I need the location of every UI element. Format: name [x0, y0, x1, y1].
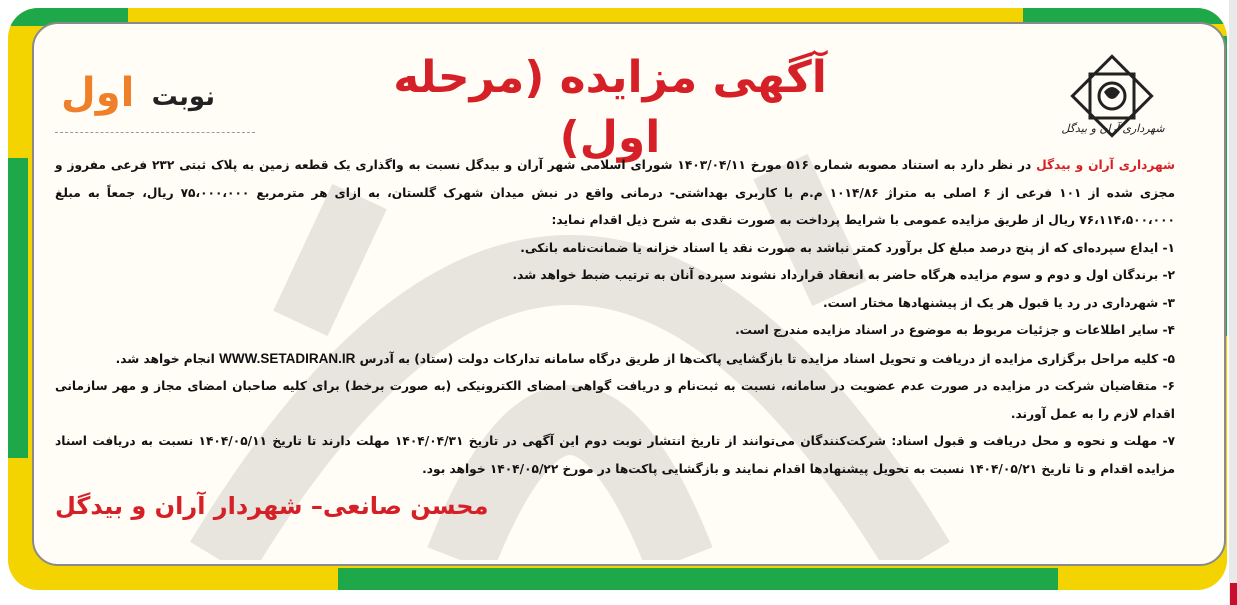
condition-item: ۲- برندگان اول و دوم و سوم مزایده هرگاه حاضر به انعقاد قرارداد نشوند سپرده آنان به ترتیب ضبط خواهد شد. — [512, 268, 1175, 282]
intro-text: در نظر دارد به استناد مصوبه شماره ۵۱۶ مورخ ۱۴۰۳/۰۴/۱۱ شورای اسلامی شهر آران و بیدگل نسبت به واگذاری یک قطعه زمین به پلاک ثبتی ۲۳۲ فرعی مفروز و مجزی شده از ۱۰۱ فرعی از ۶ اصلی به متراژ ۱۰۱۴/۸۶ م.م با کاربری بهداشتی- درمانی واقع در نبش میدان شهرک گلستان، به ازای هر مترمربع ۷۵،۰۰۰،۰۰۰ ریال، جمعاً به مبلغ ۷۶،۱۱۴،۵۰۰،۰۰۰ ریال از طریق مزایده عمومی با شرایط پرداخت به صورت نقدی به شرح ذیل اقدام نماید: — [55, 158, 1176, 227]
issuer-name: شهرداری آران و بیدگل — [1036, 158, 1175, 172]
setad-website-link[interactable]: WWW.SETADIRAN.IR — [219, 350, 356, 366]
frame-green-left — [8, 158, 28, 458]
condition-item: ۱- ایداع سپرده‌ای که از پنج درصد مبلغ کل برآورد کمتر نباشد به صورت نقد یا اسناد خزانه یا ضمانت‌نامه بانکی. — [520, 240, 1175, 255]
condition-item: ۴- سایر اطلاعات و جزئیات مربوط به موضوع در اسناد مزایده مندرج است. — [735, 323, 1175, 337]
frame-green-bottom — [338, 568, 1058, 590]
round-label-value: اول — [61, 70, 135, 116]
notice-body — [55, 152, 1175, 483]
round-label-divider — [55, 132, 255, 133]
condition-5-after: انجام خواهد شد. — [115, 351, 220, 366]
signature: محسن صانعی– شهردار آران و بیدگل — [55, 492, 489, 520]
page-edge-mark — [1230, 583, 1237, 605]
condition-item: ۷- مهلت و نحوه و محل دریافت و قبول اسناد: شرکت‌کنندگان می‌توانند از تاریخ انتشار نوبت دوم این آگهی در تاریخ ۱۴۰۴/۰۴/۳۱ مهلت دارند تا تاریخ ۱۴۰۴/۰۵/۱۱ نسبت به دریافت اسناد مزایده اقدام و تا تاریخ ۱۴۰۴/۰۵/۲۱ نسبت به تحویل پیشنهادها اقدام نمایند و بازگشایی پاکت‌ها در مورخ ۱۴۰۴/۰۵/۲۲ خواهد بود. — [55, 434, 1176, 476]
round-label-word: نوبت — [151, 82, 215, 112]
condition-5-before: ۵- کلیه مراحل برگزاری مزایده از دریافت و تحویل اسناد مزایده تا بازگشایی پاکت‌ها از طریق درگاه سامانه تدارکات دولت (ستاد) به آدرس — [355, 351, 1175, 366]
round-label — [55, 68, 215, 128]
intro-paragraph — [55, 152, 1175, 235]
logo-caption: شهرداری آران و بیدگل — [1061, 122, 1165, 135]
condition-item: ۳- شهرداری در رد یا قبول هر یک از پیشنهادها مختار است. — [823, 295, 1175, 310]
page-edge-strip — [1229, 0, 1237, 605]
notice-title: آگهی مزایده (مرحله اول) — [393, 52, 827, 163]
condition-item: ۶- متقاضیان شرکت در مزایده در صورت عدم عضویت در سامانه، نسبت به ثبت‌نام و دریافت گواهی امضای الکترونیکی (به صورت برخط) برای کلیه صاحبان امضای مجاز و مهر سازمانی اقدام لازم را به عمل آورند. — [55, 379, 1175, 421]
condition-item-5 — [55, 345, 1175, 374]
